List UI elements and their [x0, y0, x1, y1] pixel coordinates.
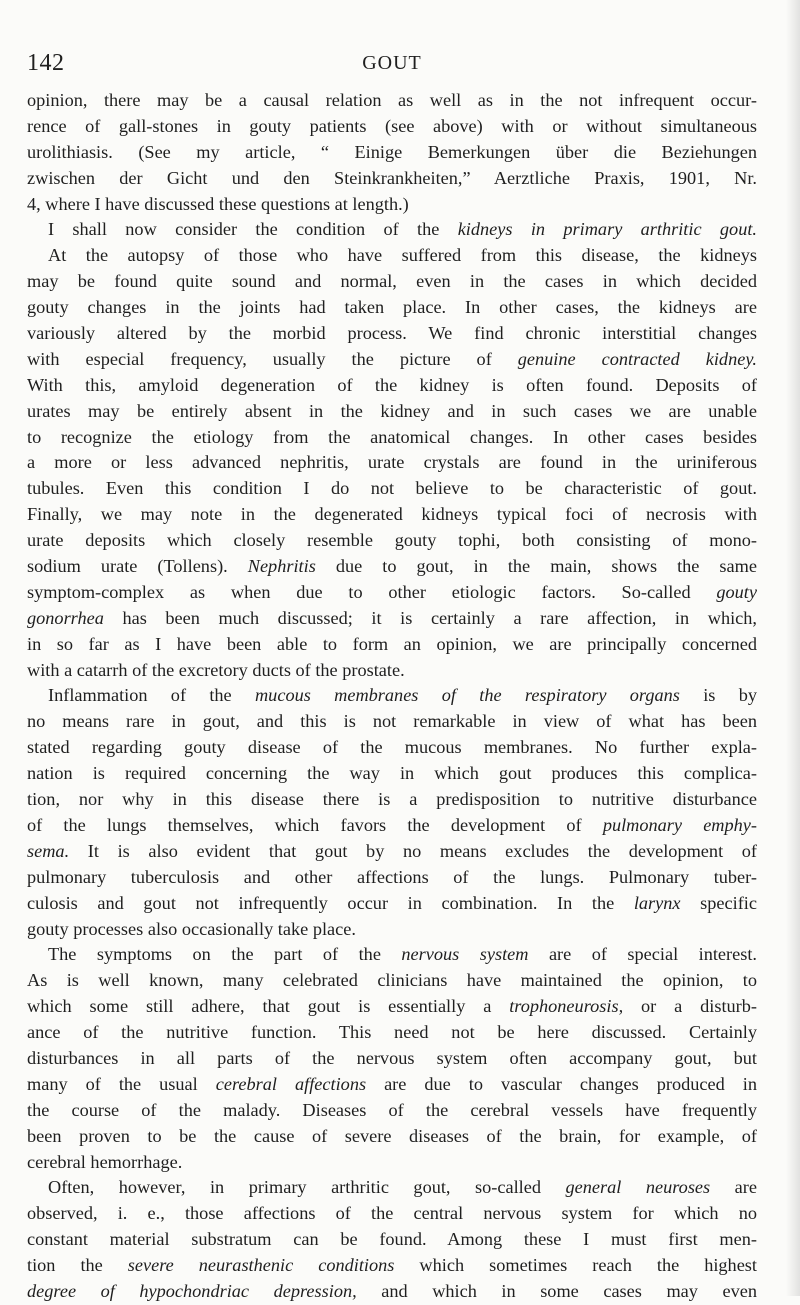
italic-term: general neuroses — [565, 1177, 711, 1198]
text-run: specific — [680, 892, 757, 913]
text-line — [27, 243, 757, 269]
text-run: and which in some cases may even — [356, 1280, 757, 1301]
body-text — [27, 88, 757, 1305]
text-run: no means rare in gout, and this is not remarkable in view of what has been — [27, 711, 757, 732]
text-run: with a catarrh of the excretory ducts of the prostate. — [27, 659, 405, 680]
text-run: to recognize the etiology from the anatomical changes. In other cases besides — [27, 426, 757, 447]
text-run: due to gout, in the main, shows the same — [315, 556, 757, 577]
text-run: rence of gall-stones in gouty patients (see above) with or without simultaneous — [27, 115, 757, 136]
text-run: Often, however, in primary arthritic gout, so-called — [48, 1177, 566, 1198]
text-run: opinion, there may be a causal relation as well as in the not infrequent occur- — [27, 90, 757, 110]
text-line — [27, 347, 757, 373]
italic-term: gonorrhea — [27, 607, 104, 628]
text-line — [27, 994, 757, 1020]
italic-term: mucous membranes of the respiratory organs — [254, 685, 680, 706]
text-run: are — [710, 1177, 757, 1198]
italic-term: pulmonary emphy- — [602, 814, 757, 835]
text-run: with especial frequency, usually the picture of — [27, 348, 518, 369]
text-line — [27, 217, 757, 243]
text-run: cerebral hemorrhage. — [27, 1151, 183, 1172]
italic-term: trophoneurosis, — [509, 996, 624, 1017]
text-line — [27, 787, 757, 813]
italic-term: nervous system — [401, 944, 529, 965]
text-line — [27, 891, 757, 917]
italic-term: Nephritis — [247, 556, 316, 577]
text-run: is by — [679, 685, 757, 706]
text-line — [27, 528, 757, 554]
text-run: in so far as I have been able to form an opinion, we are principally concerned — [27, 633, 757, 654]
text-line — [27, 140, 757, 166]
text-run: gouty changes in the joints had taken place. In other cases, the kidneys are — [27, 297, 757, 318]
text-line — [27, 1098, 757, 1124]
text-line — [27, 399, 757, 425]
text-run: observed, i. e., those affections of the central nervous system for which no — [27, 1203, 757, 1224]
text-line — [27, 761, 757, 787]
text-run: are due to vascular changes produced in — [366, 1073, 757, 1094]
italic-term: sema. — [27, 840, 70, 861]
text-line — [27, 502, 757, 528]
text-run: With this, amyloid degeneration of the kidney is often found. Deposits of — [27, 374, 757, 395]
text-run: Inflammation of the — [48, 685, 255, 706]
running-head: GOUT — [362, 52, 422, 74]
text-line — [27, 606, 757, 632]
text-line — [27, 295, 757, 321]
text-run: gouty processes also occasionally take place. — [27, 918, 356, 939]
text-run: or a disturb- — [623, 996, 757, 1017]
text-line — [27, 632, 757, 658]
text-run: the course of the malady. Diseases of the cerebral vessels have frequently — [27, 1099, 757, 1120]
text-run: nation is required concerning the way in which gout produces this complica- — [27, 763, 757, 784]
text-line — [27, 1253, 757, 1279]
text-run: urate deposits which closely resemble gouty tophi, both consisting of mono- — [27, 530, 757, 551]
text-line — [27, 580, 757, 606]
text-line — [27, 166, 757, 192]
text-line — [27, 192, 757, 218]
text-run: urolithiasis. (See my article, “ Einige Bemerkungen über die Beziehungen — [27, 141, 757, 162]
text-line — [27, 865, 757, 891]
text-line — [27, 968, 757, 994]
text-line — [27, 813, 757, 839]
text-line — [27, 425, 757, 451]
italic-term: larynx — [633, 892, 681, 913]
text-line — [27, 321, 757, 347]
text-run: stated regarding gouty disease of the mucous membranes. No further expla- — [27, 737, 757, 758]
text-line — [27, 88, 757, 114]
text-line — [27, 554, 757, 580]
italic-term: severe neurasthenic conditions — [127, 1255, 395, 1276]
text-line — [27, 735, 757, 761]
text-run: tubules. Even this condition I do not believe to be characteristic of gout. — [27, 478, 757, 499]
text-run: As is well known, many celebrated clinicians have maintained the opinion, to — [27, 970, 757, 991]
text-run: tion, nor why in this disease there is a predisposition to nutritive disturbance — [27, 789, 757, 810]
text-line — [27, 1072, 757, 1098]
text-run: variously altered by the morbid process. We find chronic interstitial changes — [27, 323, 757, 344]
text-line — [27, 1020, 757, 1046]
text-line — [27, 476, 757, 502]
text-line — [27, 114, 757, 140]
text-line — [27, 1150, 757, 1176]
text-run: 4, where I have discussed these questions at length.) — [27, 193, 409, 214]
text-line — [27, 1124, 757, 1150]
text-line — [27, 683, 757, 709]
italic-term: degree of hypochondriac depression, — [27, 1280, 357, 1301]
text-run: At the autopsy of those who have suffered from this disease, the kidneys — [48, 245, 757, 266]
text-line — [27, 709, 757, 735]
page-number: 142 — [27, 50, 65, 76]
text-run: urates may be entirely absent in the kidney and in such cases we are unable — [27, 400, 757, 421]
text-line — [27, 1227, 757, 1253]
text-line — [27, 1046, 757, 1072]
text-run: of the lungs themselves, which favors the development of — [27, 814, 603, 835]
text-run: sodium urate (Tollens). — [27, 556, 248, 577]
text-line — [27, 917, 757, 943]
text-run: many of the usual — [27, 1073, 216, 1094]
text-run: zwischen der Gicht und den Steinkrankheiten,” Aerztliche Praxis, 1901, Nr. — [27, 167, 757, 188]
text-run: symptom-complex as when due to other etiologic factors. So-called — [27, 581, 717, 602]
text-run: which sometimes reach the highest — [394, 1255, 757, 1276]
text-run: constant material substratum can be found. Among these I must first men- — [27, 1229, 757, 1250]
text-line — [27, 658, 757, 684]
italic-term: cerebral affections — [215, 1073, 367, 1094]
text-run: which some still adhere, that gout is essentially a — [27, 996, 510, 1017]
text-run: are of special interest. — [528, 944, 757, 965]
text-line — [27, 1175, 757, 1201]
text-line — [27, 1279, 757, 1305]
text-run: Finally, we may note in the degenerated kidneys typical foci of necrosis with — [27, 504, 757, 525]
text-run: has been much discussed; it is certainly a rare affection, in which, — [103, 607, 757, 628]
text-run: It is also evident that gout by no means excludes the development of — [69, 840, 757, 861]
text-run: may be found quite sound and normal, even in the cases in which decided — [27, 271, 757, 292]
text-line — [27, 839, 757, 865]
text-run: disturbances in all parts of the nervous system often accompany gout, but — [27, 1047, 757, 1068]
text-run: culosis and gout not infrequently occur in combination. In the — [27, 892, 634, 913]
italic-term: kidneys in primary arthritic gout. — [457, 219, 757, 240]
page-edge-shadow — [786, 0, 800, 1296]
text-run: pulmonary tuberculosis and other affections of the lungs. Pulmonary tuber- — [27, 866, 757, 887]
text-line — [27, 373, 757, 399]
text-run: been proven to be the cause of severe diseases of the brain, for example, of — [27, 1125, 757, 1146]
text-line — [27, 450, 757, 476]
text-line — [27, 1201, 757, 1227]
text-run: tion the — [27, 1255, 128, 1276]
text-run: ance of the nutritive function. This need not be here discussed. Certainly — [27, 1022, 757, 1043]
text-line — [27, 942, 757, 968]
page-header — [27, 50, 757, 80]
text-run: a more or less advanced nephritis, urate crystals are found in the uriniferous — [27, 452, 757, 473]
text-run: The symptoms on the part of the — [48, 944, 402, 965]
italic-term: gouty — [716, 581, 757, 602]
text-run: I shall now consider the condition of the — [48, 219, 458, 240]
text-line — [27, 269, 757, 295]
italic-term: genuine contracted kidney. — [517, 348, 757, 369]
